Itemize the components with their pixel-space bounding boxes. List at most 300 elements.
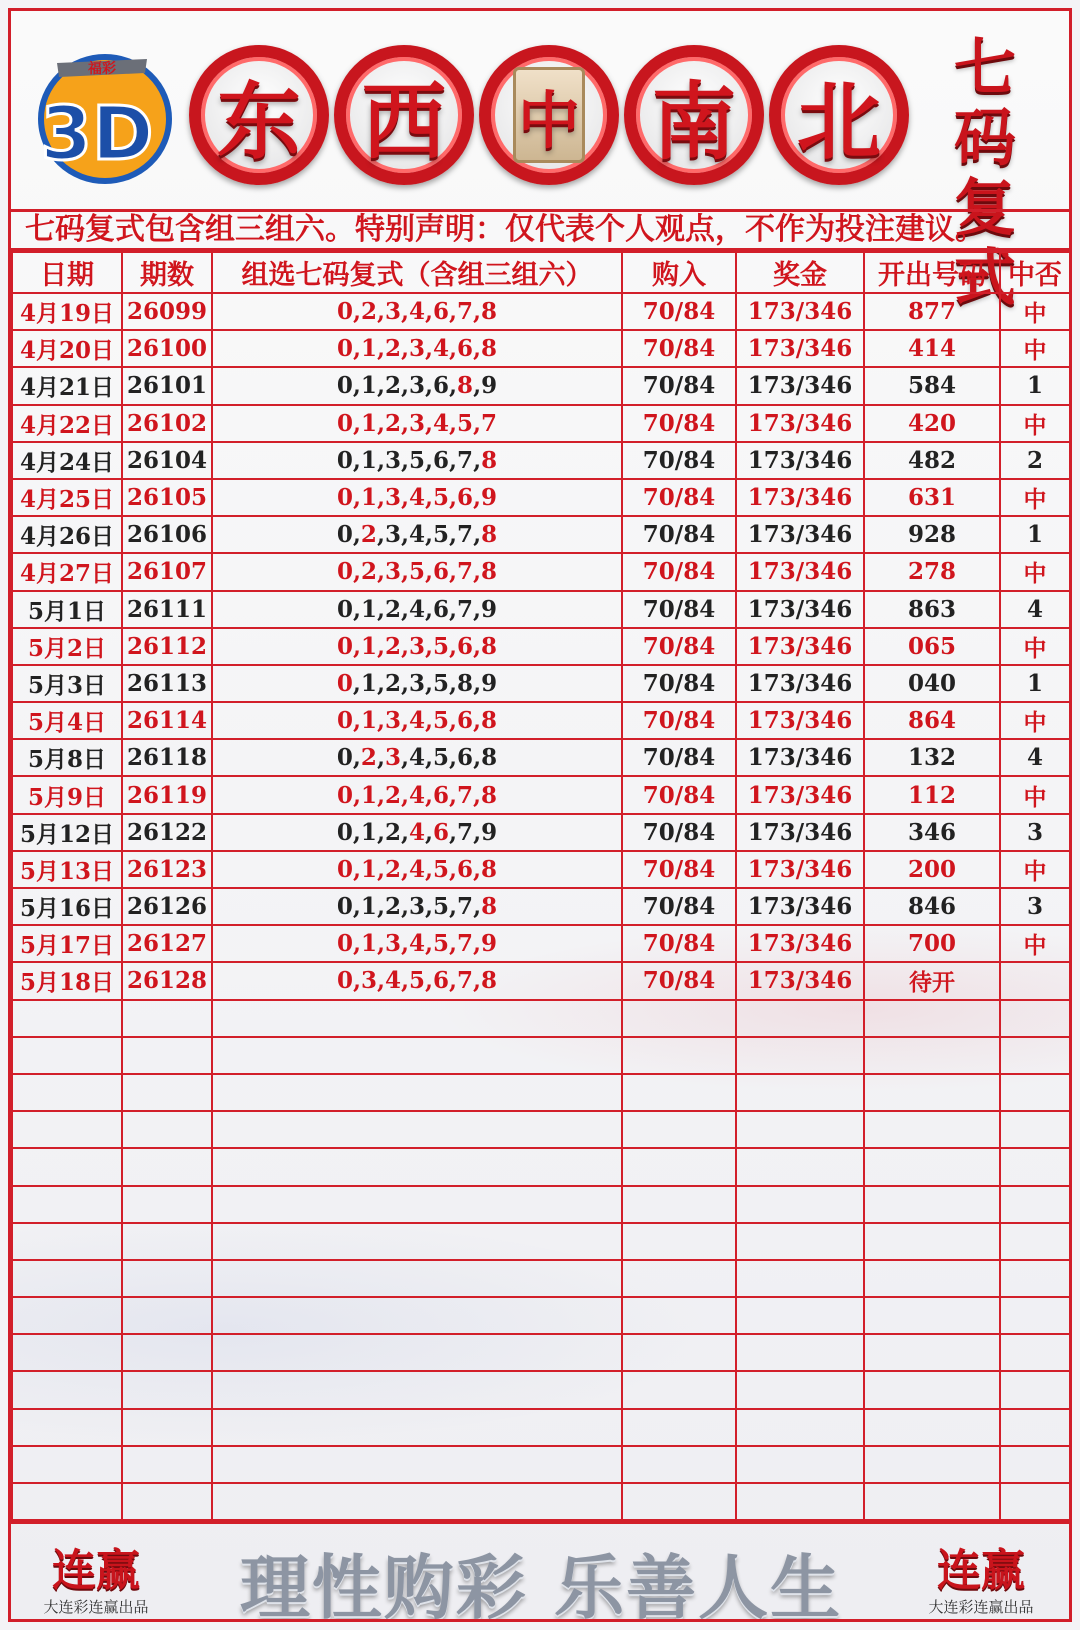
brand-left: [31, 1534, 161, 1617]
empty-cell: [212, 1260, 622, 1297]
cell-result: 中: [1000, 405, 1070, 442]
empty-cell: [1000, 1148, 1070, 1185]
cell-buy: 70/84: [622, 814, 736, 851]
empty-row: [12, 1297, 1070, 1334]
cell-numbers: 0,3,4,5,6,7,8: [212, 962, 622, 999]
cell-prize: 173/346: [736, 702, 864, 739]
table-row: [12, 553, 1070, 590]
number-digit: 2: [384, 818, 401, 846]
number-digit: 0: [336, 744, 353, 772]
cell-period: 26107: [122, 553, 212, 590]
ring-east: [189, 45, 329, 185]
number-digit: 2: [360, 521, 377, 549]
number-digit: 7: [457, 521, 474, 549]
number-digit: 4: [408, 521, 425, 549]
cell-date: 5月16日: [12, 888, 122, 925]
empty-cell: [212, 1409, 622, 1446]
table-row: [12, 665, 1070, 702]
cell-numbers: 0,2,3,4,5,6,8: [212, 739, 622, 776]
table-row: [12, 702, 1070, 739]
empty-cell: [12, 1446, 122, 1483]
cell-prize: 173/346: [736, 814, 864, 851]
empty-cell: [864, 1037, 1000, 1074]
number-digit: 9: [481, 818, 498, 846]
cell-draw: 200: [864, 851, 1000, 888]
ring-char: 北: [796, 72, 881, 171]
cell-period: 26123: [122, 851, 212, 888]
empty-cell: [1000, 1334, 1070, 1371]
empty-cell: [1000, 1111, 1070, 1148]
empty-cell: [736, 1037, 864, 1074]
cell-draw: 278: [864, 553, 1000, 590]
cell-draw: 482: [864, 442, 1000, 479]
empty-row: [12, 1409, 1070, 1446]
cell-buy: 70/84: [622, 479, 736, 516]
number-digit: 1: [360, 446, 377, 474]
empty-cell: [12, 1334, 122, 1371]
cell-date: 4月19日: [12, 293, 122, 330]
ring-north: [769, 45, 909, 185]
cell-numbers: 0,1,2,3,4,5,7: [212, 405, 622, 442]
cell-result: 2: [1000, 442, 1070, 479]
number-digit: 0: [336, 893, 353, 921]
table-row: [12, 888, 1070, 925]
empty-cell: [122, 1037, 212, 1074]
ring-char: 中: [517, 83, 580, 157]
number-digit: 2: [384, 893, 401, 921]
cell-prize: 173/346: [736, 962, 864, 999]
empty-cell: [736, 1260, 864, 1297]
cell-result: [1000, 962, 1070, 999]
empty-cell: [622, 1297, 736, 1334]
empty-cell: [622, 1074, 736, 1111]
header-draw: 开出号码: [864, 252, 1000, 293]
number-digit: 6: [433, 372, 450, 400]
cell-date: 5月1日: [12, 591, 122, 628]
empty-cell: [122, 1260, 212, 1297]
cell-buy: 70/84: [622, 330, 736, 367]
ring-char: 南: [651, 72, 736, 171]
empty-row: [12, 1334, 1070, 1371]
table-row: [12, 442, 1070, 479]
empty-cell: [1000, 1037, 1070, 1074]
cell-buy: 70/84: [622, 442, 736, 479]
table-header-row: [12, 252, 1070, 293]
poster-frame: [8, 8, 1072, 1622]
number-digit: 8: [481, 744, 498, 772]
cell-period: 26113: [122, 665, 212, 702]
cell-date: 4月26日: [12, 516, 122, 553]
notice-bar: 七码复式包含组三组六。特别声明：仅代表个人观点，不作为投注建议。: [11, 209, 1069, 251]
cell-draw: 584: [864, 367, 1000, 404]
cell-period: 26106: [122, 516, 212, 553]
svg-text:3D: 3D: [40, 91, 154, 177]
table-row: [12, 591, 1070, 628]
number-digit: 8: [481, 446, 498, 474]
empty-cell: [122, 1483, 212, 1520]
cell-buy: 70/84: [622, 702, 736, 739]
cell-result: 1: [1000, 367, 1070, 404]
empty-cell: [864, 1334, 1000, 1371]
empty-cell: [864, 1371, 1000, 1408]
empty-cell: [736, 1111, 864, 1148]
number-digit: 6: [433, 446, 450, 474]
table-row: [12, 814, 1070, 851]
empty-row: [12, 1186, 1070, 1223]
table-row: [12, 405, 1070, 442]
empty-cell: [122, 1148, 212, 1185]
cell-date: 5月4日: [12, 702, 122, 739]
empty-cell: [212, 1186, 622, 1223]
cell-buy: 70/84: [622, 776, 736, 813]
cell-numbers: 0,1,2,3,5,7,8: [212, 888, 622, 925]
empty-cell: [212, 1334, 622, 1371]
empty-cell: [12, 1186, 122, 1223]
empty-cell: [122, 1000, 212, 1037]
empty-row: [12, 1371, 1070, 1408]
footer: [11, 1521, 1069, 1622]
number-digit: 8: [457, 372, 474, 400]
cell-prize: 173/346: [736, 739, 864, 776]
empty-row: [12, 1223, 1070, 1260]
cell-prize: 173/346: [736, 888, 864, 925]
cell-buy: 70/84: [622, 367, 736, 404]
empty-row: [12, 1148, 1070, 1185]
table-row: [12, 479, 1070, 516]
empty-cell: [864, 1409, 1000, 1446]
empty-cell: [122, 1334, 212, 1371]
empty-cell: [1000, 1409, 1070, 1446]
empty-cell: [12, 1371, 122, 1408]
table-row: [12, 367, 1070, 404]
table-row: [12, 776, 1070, 813]
svg-text:福彩: 福彩: [88, 61, 116, 77]
number-digit: 0: [336, 446, 353, 474]
cell-date: 4月20日: [12, 330, 122, 367]
empty-cell: [622, 1037, 736, 1074]
cell-draw: 待开: [864, 962, 1000, 999]
cell-period: 26100: [122, 330, 212, 367]
empty-cell: [122, 1186, 212, 1223]
empty-cell: [622, 1371, 736, 1408]
cell-result: 中: [1000, 776, 1070, 813]
table-row: [12, 739, 1070, 776]
brand-subtitle: 大连彩连赢出品: [928, 1598, 1034, 1616]
cell-buy: 70/84: [622, 628, 736, 665]
empty-cell: [622, 1111, 736, 1148]
empty-cell: [622, 1260, 736, 1297]
empty-cell: [622, 1409, 736, 1446]
cell-period: 26119: [122, 776, 212, 813]
empty-cell: [864, 1223, 1000, 1260]
cell-period: 26101: [122, 367, 212, 404]
header-period: 期数: [122, 252, 212, 293]
number-digit: 5: [408, 446, 425, 474]
ring-row: [189, 39, 909, 199]
cell-result: 3: [1000, 888, 1070, 925]
cell-period: 26118: [122, 739, 212, 776]
number-digit: 9: [481, 669, 498, 697]
cell-draw: 877: [864, 293, 1000, 330]
empty-cell: [736, 1371, 864, 1408]
empty-cell: [864, 1074, 1000, 1111]
number-digit: 9: [481, 372, 498, 400]
cell-numbers: 0,1,2,4,6,7,9: [212, 591, 622, 628]
empty-row: [12, 1074, 1070, 1111]
empty-row: [12, 1111, 1070, 1148]
cell-prize: 173/346: [736, 776, 864, 813]
number-digit: 3: [384, 446, 401, 474]
empty-cell: [212, 1074, 622, 1111]
cell-draw: 700: [864, 925, 1000, 962]
cell-date: 5月8日: [12, 739, 122, 776]
cell-numbers: 0,1,2,3,4,6,8: [212, 330, 622, 367]
cell-prize: 173/346: [736, 330, 864, 367]
table-row: [12, 628, 1070, 665]
empty-cell: [212, 1148, 622, 1185]
cell-prize: 173/346: [736, 925, 864, 962]
table-body: [12, 293, 1070, 1520]
empty-cell: [1000, 1074, 1070, 1111]
empty-cell: [736, 1186, 864, 1223]
cell-period: 26111: [122, 591, 212, 628]
cell-draw: 346: [864, 814, 1000, 851]
cell-date: 5月12日: [12, 814, 122, 851]
empty-cell: [622, 1223, 736, 1260]
empty-row: [12, 1483, 1070, 1520]
number-digit: 5: [433, 744, 450, 772]
cell-result: 中: [1000, 553, 1070, 590]
empty-cell: [622, 1186, 736, 1223]
cell-date: 4月22日: [12, 405, 122, 442]
cell-draw: 928: [864, 516, 1000, 553]
number-digit: 3: [408, 669, 425, 697]
number-digit: 8: [481, 893, 498, 921]
cell-draw: 864: [864, 702, 1000, 739]
cell-period: 26099: [122, 293, 212, 330]
empty-cell: [864, 1111, 1000, 1148]
empty-cell: [622, 1148, 736, 1185]
header-numbers: 组选七码复式（含组三组六）: [212, 252, 622, 293]
cell-result: 中: [1000, 479, 1070, 516]
number-digit: 1: [360, 818, 377, 846]
empty-cell: [12, 1409, 122, 1446]
empty-cell: [864, 1483, 1000, 1520]
cell-period: 26122: [122, 814, 212, 851]
ring-west: [334, 45, 474, 185]
slogan: 理性购彩 乐善人生: [239, 1547, 843, 1622]
cell-result: 1: [1000, 516, 1070, 553]
cell-result: 中: [1000, 925, 1070, 962]
empty-cell: [736, 1074, 864, 1111]
cell-prize: 173/346: [736, 665, 864, 702]
empty-row: [12, 1000, 1070, 1037]
empty-cell: [736, 1446, 864, 1483]
cell-period: 26126: [122, 888, 212, 925]
empty-cell: [864, 1260, 1000, 1297]
empty-cell: [622, 1483, 736, 1520]
cell-result: 中: [1000, 628, 1070, 665]
cell-prize: 173/346: [736, 479, 864, 516]
cell-result: 中: [1000, 702, 1070, 739]
cell-period: 26112: [122, 628, 212, 665]
empty-row: [12, 1446, 1070, 1483]
cell-result: 中: [1000, 330, 1070, 367]
empty-cell: [864, 1148, 1000, 1185]
cell-numbers: 0,2,3,4,5,7,8: [212, 516, 622, 553]
empty-cell: [12, 1297, 122, 1334]
cell-prize: 173/346: [736, 628, 864, 665]
cell-buy: 70/84: [622, 888, 736, 925]
cell-draw: 420: [864, 405, 1000, 442]
empty-cell: [736, 1223, 864, 1260]
cell-date: 5月9日: [12, 776, 122, 813]
number-digit: 8: [457, 669, 474, 697]
table-row: [12, 330, 1070, 367]
empty-cell: [12, 1223, 122, 1260]
cell-buy: 70/84: [622, 405, 736, 442]
ring-char: 西: [361, 72, 446, 171]
header-result: 中否: [1000, 252, 1070, 293]
table-row: [12, 516, 1070, 553]
number-digit: 8: [481, 521, 498, 549]
empty-cell: [622, 1334, 736, 1371]
empty-cell: [122, 1446, 212, 1483]
empty-cell: [736, 1148, 864, 1185]
cell-prize: 173/346: [736, 851, 864, 888]
cell-date: 4月27日: [12, 553, 122, 590]
cell-numbers: 0,1,2,4,6,7,8: [212, 776, 622, 813]
ring-center: [479, 45, 619, 185]
cell-date: 5月2日: [12, 628, 122, 665]
number-digit: 5: [433, 669, 450, 697]
empty-cell: [1000, 1223, 1070, 1260]
empty-cell: [1000, 1000, 1070, 1037]
cell-draw: 414: [864, 330, 1000, 367]
cell-prize: 173/346: [736, 367, 864, 404]
number-digit: 0: [336, 521, 353, 549]
cell-numbers: 0,2,3,4,6,7,8: [212, 293, 622, 330]
cell-buy: 70/84: [622, 516, 736, 553]
corner-title-line1: 七码: [953, 31, 1018, 174]
cell-date: 4月24日: [12, 442, 122, 479]
empty-row: [12, 1037, 1070, 1074]
table-row: [12, 293, 1070, 330]
table-row: [12, 851, 1070, 888]
cell-prize: 173/346: [736, 516, 864, 553]
cell-draw: 065: [864, 628, 1000, 665]
cell-buy: 70/84: [622, 851, 736, 888]
number-digit: 4: [408, 744, 425, 772]
brand-right: [916, 1534, 1046, 1617]
cell-date: 4月25日: [12, 479, 122, 516]
cell-period: 26127: [122, 925, 212, 962]
header-date: 日期: [12, 252, 122, 293]
number-digit: 7: [457, 893, 474, 921]
number-digit: 6: [433, 818, 450, 846]
cell-buy: 70/84: [622, 293, 736, 330]
empty-cell: [212, 1000, 622, 1037]
table-row: [12, 962, 1070, 999]
empty-cell: [212, 1483, 622, 1520]
empty-cell: [122, 1409, 212, 1446]
brand-logo: 连赢: [52, 1545, 140, 1596]
cell-result: 4: [1000, 591, 1070, 628]
number-digit: 2: [384, 669, 401, 697]
empty-cell: [212, 1037, 622, 1074]
table-row: [12, 925, 1070, 962]
empty-cell: [736, 1483, 864, 1520]
cell-prize: 173/346: [736, 405, 864, 442]
brand-subtitle: 大连彩连赢出品: [43, 1598, 149, 1616]
cell-period: 26128: [122, 962, 212, 999]
empty-cell: [12, 1074, 122, 1111]
empty-cell: [622, 1446, 736, 1483]
cell-result: 4: [1000, 739, 1070, 776]
number-digit: 0: [336, 818, 353, 846]
header-buy: 购入: [622, 252, 736, 293]
cell-numbers: 0,2,3,5,6,7,8: [212, 553, 622, 590]
results-table: [11, 251, 1071, 1521]
cell-prize: 173/346: [736, 293, 864, 330]
number-digit: 3: [384, 744, 401, 772]
empty-cell: [1000, 1371, 1070, 1408]
cell-buy: 70/84: [622, 739, 736, 776]
mahjong-tile: [513, 67, 585, 163]
empty-cell: [1000, 1446, 1070, 1483]
cell-date: 5月18日: [12, 962, 122, 999]
empty-cell: [12, 1148, 122, 1185]
cell-draw: 040: [864, 665, 1000, 702]
cell-period: 26105: [122, 479, 212, 516]
empty-cell: [122, 1371, 212, 1408]
empty-cell: [736, 1409, 864, 1446]
cell-draw: 112: [864, 776, 1000, 813]
empty-cell: [212, 1297, 622, 1334]
cell-draw: 846: [864, 888, 1000, 925]
number-digit: 5: [433, 893, 450, 921]
fucai-3d-logo: [27, 51, 177, 191]
cell-draw: 132: [864, 739, 1000, 776]
empty-cell: [622, 1000, 736, 1037]
cell-numbers: 0,1,2,3,6,8,9: [212, 367, 622, 404]
number-digit: 7: [457, 818, 474, 846]
number-digit: 0: [336, 372, 353, 400]
cell-numbers: 0,1,2,4,6,7,9: [212, 814, 622, 851]
empty-cell: [12, 1260, 122, 1297]
cell-prize: 173/346: [736, 591, 864, 628]
empty-cell: [12, 1111, 122, 1148]
header-prize: 奖金: [736, 252, 864, 293]
number-digit: 5: [433, 521, 450, 549]
number-digit: 4: [408, 818, 425, 846]
corner-title-line2: 复式: [953, 171, 1018, 314]
cell-numbers: 0,1,2,3,5,6,8: [212, 628, 622, 665]
empty-cell: [1000, 1297, 1070, 1334]
cell-period: 26102: [122, 405, 212, 442]
cell-buy: 70/84: [622, 962, 736, 999]
number-digit: 3: [384, 521, 401, 549]
number-digit: 7: [457, 446, 474, 474]
cell-result: 3: [1000, 814, 1070, 851]
empty-cell: [736, 1000, 864, 1037]
cell-buy: 70/84: [622, 553, 736, 590]
cell-date: 4月21日: [12, 367, 122, 404]
empty-cell: [864, 1446, 1000, 1483]
empty-cell: [12, 1037, 122, 1074]
empty-cell: [1000, 1260, 1070, 1297]
cell-draw: 631: [864, 479, 1000, 516]
